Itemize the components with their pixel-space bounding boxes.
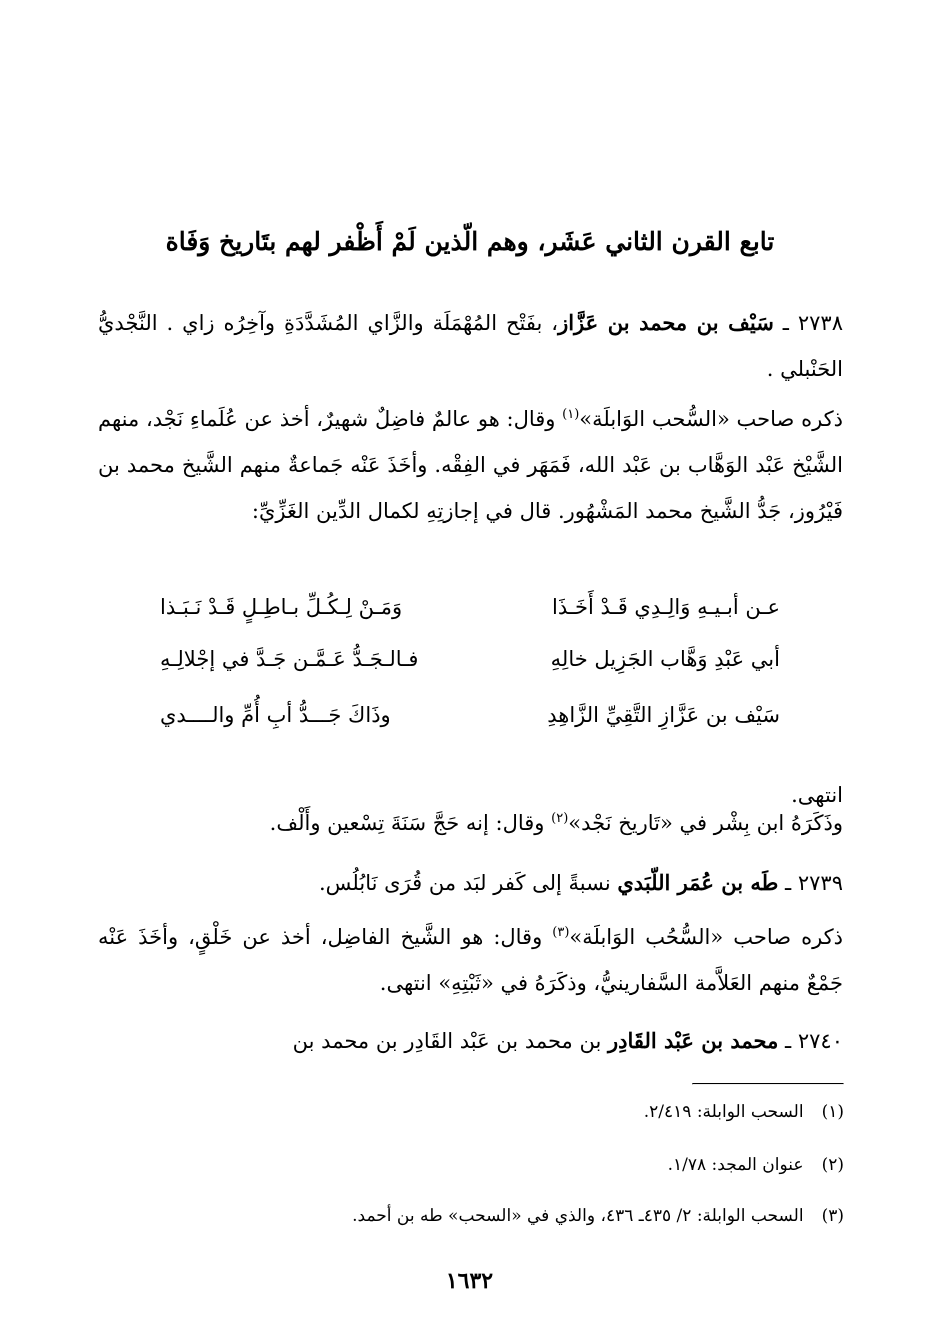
- entry-description: نسبةً إلى كَفر لبَد من قُرَى نَابُلُس.: [318, 871, 618, 895]
- paragraph-3: [98, 914, 843, 1006]
- paragraph-text: وقال: هو الشَّيخ الفاضِل، أخذ عن خَلْقٍ، وأخَذَ عَنْه جَمْعٌ منهم العَلاَّمة السَّفارينيُّ، وذكَرَهُ في «ثَبْتِهِ» انتهى.: [98, 925, 843, 995]
- footnote-3: [144, 1202, 844, 1230]
- entry-name: سَيْف بن محمد بن عَزَّاز: [558, 310, 774, 335]
- entry-number: ٢٧٤٠: [797, 1029, 843, 1053]
- verse-hemistich-first: أبي عَبْدِ وَهَّاب الجَزِيل خالِهِ: [550, 647, 780, 671]
- paragraph-1: [98, 396, 843, 534]
- paragraph-text: وقال: هو عالمٌ فاضِلٌ شهيرٌ، أخذ عن عُلَماءِ نَجْد، منهم الشَّيْخ عَبْد الوَهَّاب بن عَبْد الله، فَمَهَر في الفِقْه. وأخَذَ عَنْه جَماعةٌ منهم الشَّيخ محمد بن فَيْرُوز، جَدُّ الشَّيخ محمد المَشْهُور. قال في إجازتِهِ لكمال الدِّين الغَزِّيِّ:: [98, 407, 843, 523]
- footnote-2: [144, 1151, 844, 1179]
- entry-2740: ٢٧٤٠ ـ محمد بن عَبْد القَادِر بن محمد بن عَبْد القَادِر بن محمد بن: [292, 1028, 843, 1053]
- paragraph-text: وقال: إنه حَجَّ سَنَةَ تِسْعين وأَلْف.: [269, 811, 552, 835]
- page-title: تابع القرن الثاني عَشَر، وهم الّذين لَمْ أَظْفر لهم بتَاريخ وَفَاة: [165, 227, 775, 256]
- verse-line: [160, 584, 780, 630]
- footnote-ref: (٣): [552, 925, 570, 940]
- paragraph-text: ذكره صاحب «السُّحُب الوَابلَة»: [569, 925, 844, 949]
- verse-hemistich-second: وذَاكَ جَـــدُّ أبِ أُمِّ والــــدي: [160, 703, 391, 727]
- entry-name: طَه بن عُمَر اللّبَدي: [617, 870, 779, 895]
- footnote-ref: (١): [562, 407, 580, 422]
- footnote-number: (٢): [821, 1155, 844, 1175]
- paragraph-text: ذكره صاحب «السُّحب الوَابلَة»: [579, 407, 844, 431]
- verse-end-note: انتهى.: [791, 783, 843, 807]
- entry-name: محمد بن عَبْد القَادِر: [607, 1028, 779, 1053]
- verse-hemistich-second: وَمَـنْ لِـكُـلِّ بـاطِـلٍ قَـدْ نَـبَـذا: [160, 595, 403, 619]
- entry-description: ، بفَتْح المُهْمَلَة والزَّاي المُشَدَّدَةِ وآخِرُه زاي . النَّجْديُّ الحَنْبلي .: [98, 311, 843, 381]
- entry-2739: ٢٧٣٩ ـ طَه بن عُمَر اللّبَدي نسبةً إلى كَفر لبَد من قُرَى نَابُلُس.: [318, 870, 843, 895]
- verse-hemistich-second: فـالـجَـدُّ عَـمَّـن جَـدَّ في إجْلالِـهِ: [160, 647, 419, 671]
- footnote-number: (١): [821, 1102, 844, 1122]
- verse-hemistich-first: سَيْف بن عَزَّازِ التَّقِيِّ الزَّاهِدِ: [547, 703, 780, 727]
- entry-number: ٢٧٣٨: [797, 311, 843, 335]
- footnote-ref: (٢): [551, 811, 569, 826]
- paragraph-2: [98, 800, 843, 846]
- footnote-number: (٣): [821, 1206, 844, 1226]
- footnote-text: السحب الوابلة: ٢/ ٤٣٥ـ ٤٣٦، والذي في «السحب» طه بن أحمد.: [352, 1206, 804, 1226]
- verse-hemistich-first: عـن أبـيـهِ وَالِـدِي قَـدْ أَخَـذَا: [552, 595, 780, 619]
- footnote-divider: [692, 1083, 844, 1085]
- footnote-1: [144, 1098, 844, 1126]
- footnote-text: عنوان المجد: ١/٧٨.: [667, 1155, 804, 1175]
- verse-line: [160, 636, 780, 682]
- footnote-text: السحب الوابلة: ٢/٤١٩.: [643, 1102, 804, 1122]
- entry-2738: ٢٧٣٨ ـ سَيْف بن محمد بن عَزَّاز، بفَتْح المُهْمَلَة والزَّاي المُشَدَّدَةِ وآخِرُه زاي . النَّجْديُّ الحَنْبلي .: [98, 310, 843, 381]
- verse-line: [160, 692, 780, 738]
- entry-description: بن محمد بن عَبْد القَادِر بن محمد بن: [292, 1029, 608, 1053]
- entry-number: ٢٧٣٩: [797, 871, 843, 895]
- paragraph-text: وذَكَرَهُ ابن بِشْر في «تَاريخ نَجْد»: [568, 811, 843, 835]
- page-number: ١٦٣٢: [445, 1268, 494, 1294]
